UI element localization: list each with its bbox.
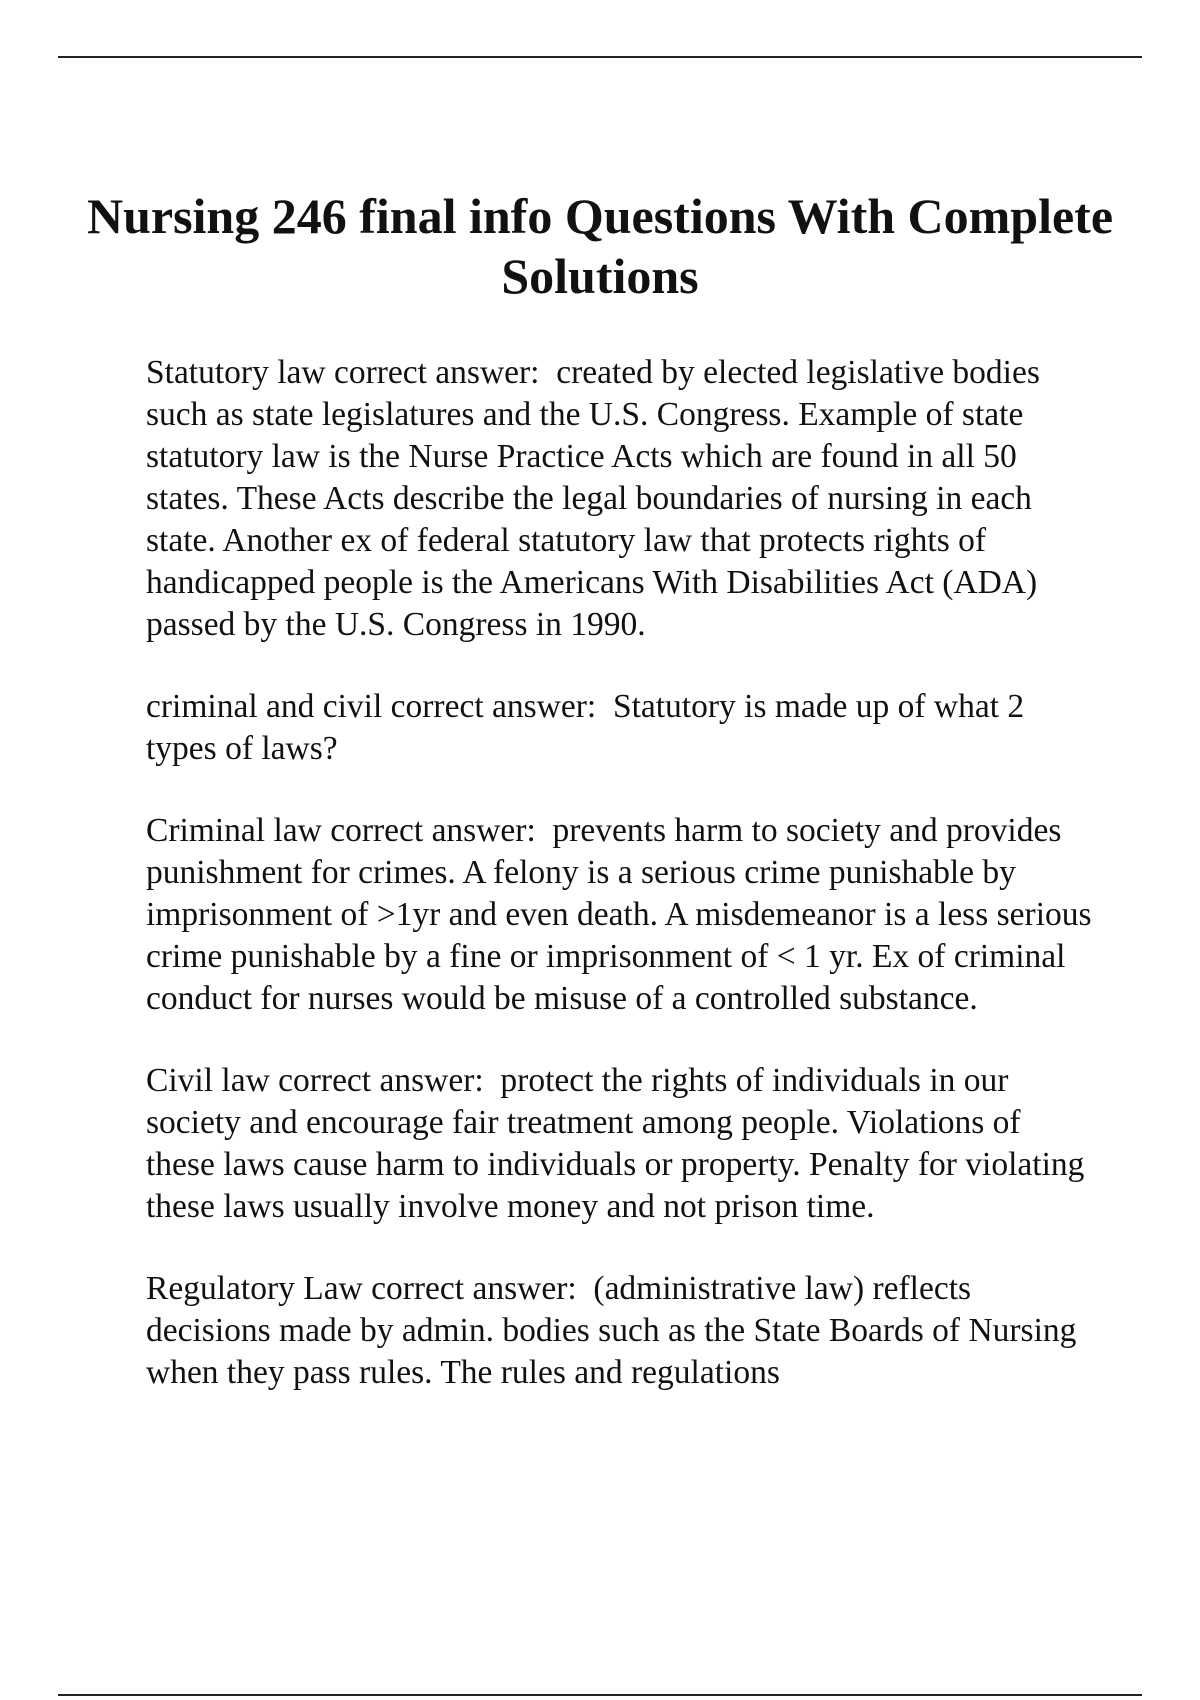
qa-entry-criminal-law: Criminal law correct answer: prevents harm to society and provides punishment for crimes. A felony is a serious crime punishable by imprisonment of >1yr and even death. A misdemeanor is a less serious crime punishable by a fine or imprisonment of < 1 yr. Ex of criminal conduct for nurses would be misuse of a controlled substance. — [146, 812, 1100, 1017]
qa-entry-civil-law: Civil law correct answer: protect the rights of individuals in our society and encourage fair treatment among people. Violations of these laws cause harm to individuals or property. Penalty for violating these laws usually involve money and not prison time. — [146, 1062, 1093, 1225]
footer-divider — [58, 1694, 1142, 1696]
qa-entry-criminal-and-civil: criminal and civil correct answer: Statutory is made up of what 2 types of laws? — [146, 688, 1033, 767]
header-divider — [58, 56, 1142, 58]
document-title: Nursing 246 final info Questions With Complete Solutions — [86, 188, 1114, 304]
qa-entry-statutory-law: Statutory law correct answer: created by elected legislative bodies such as state legislatures and the U.S. Congress. Example of state statutory law is the Nurse Practice Acts which are found in all 50 states. These Acts describe the legal boundaries of nursing in each state. Another ex of federal statutory law that protects rights of handicapped people is the Americans With Disabilities Act (ADA) passed by the U.S. Congress in 1990. — [146, 354, 1049, 643]
document-body — [146, 352, 1100, 1434]
qa-entry-regulatory-law: Regulatory Law correct answer: (administrative law) reflects decisions made by admin. bodies such as the State Boards of Nursing when they pass rules. The rules and regulations — [146, 1270, 1085, 1391]
